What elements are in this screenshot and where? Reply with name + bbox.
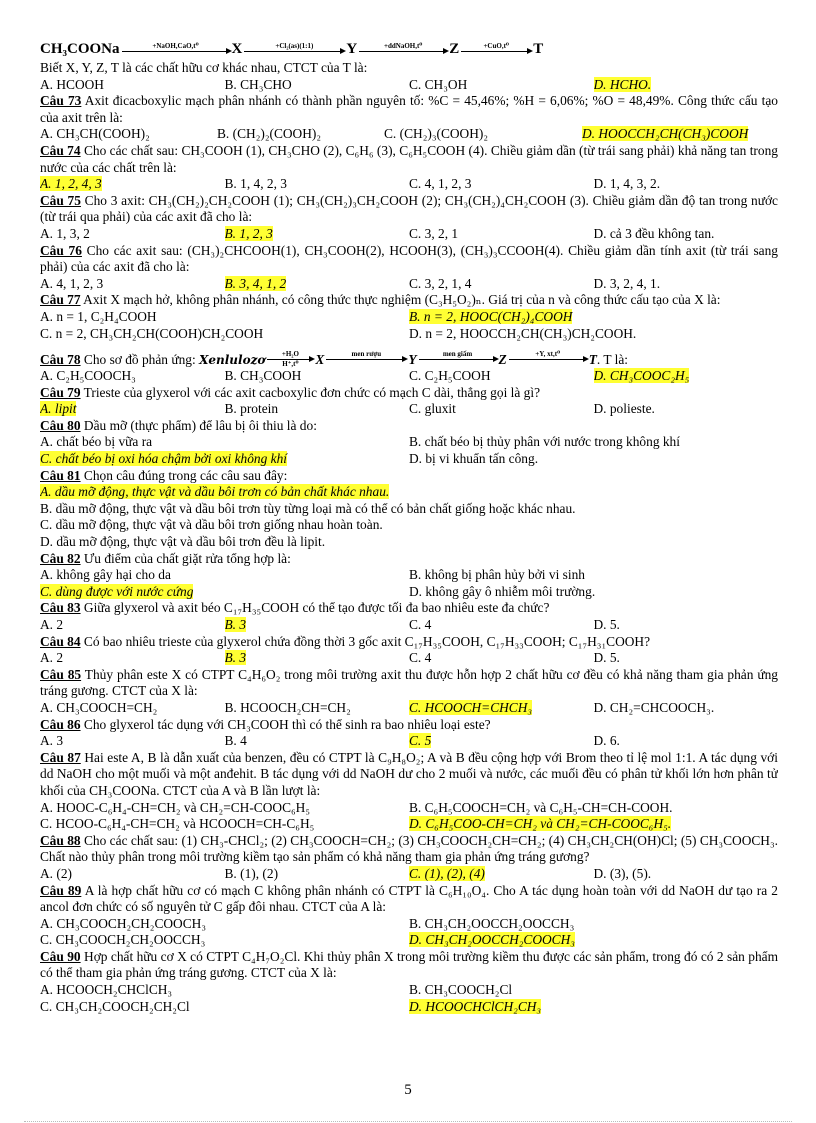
intro-text: Biết X, Y, Z, T là các chất hữu cơ khác nhau, CTCT của T là: xyxy=(40,60,368,75)
option: C. 3, 2, 1, 4 xyxy=(409,275,472,291)
option-answer: C. 5 xyxy=(409,733,432,749)
option: B. 1, 4, 2, 3 xyxy=(224,176,287,192)
options-row xyxy=(40,451,778,468)
option: C. 4 xyxy=(409,617,432,632)
question-number: Câu 73 xyxy=(40,93,82,109)
question-number: Câu 89 xyxy=(40,882,82,898)
option: C. CH₃OH xyxy=(409,76,468,92)
option: C. C₂H₅COOH xyxy=(409,368,491,384)
question-text: Cho 3 axit: CH₃(CH₂)₂CH₂COOH (1); CH₃(CH₂)₃CH₂COOH (2); CH₃(CH₂)₄CH₂COOH (3). Chiều giảm dần độ tan trong nước (từ trái qua phải) của các axit đã cho là: xyxy=(40,192,778,225)
option-answer: C. (1), (2), (4) xyxy=(409,865,485,881)
option: C. 4, 1, 2, 3 xyxy=(409,176,472,192)
option: C. (CH₂)₃(COOH)₂ xyxy=(384,126,489,142)
question-number: Câu 78 xyxy=(40,352,81,368)
reaction-arrow: +NaOH,CaO,t⁰ xyxy=(122,42,230,60)
reaction-arrow: +CuO,t⁰ xyxy=(461,42,531,60)
option: A. (2) xyxy=(40,865,72,881)
options-row xyxy=(40,733,778,750)
option: B. protein xyxy=(224,401,279,417)
reaction-arrow: men giấm xyxy=(419,350,497,368)
question-75 xyxy=(40,193,778,226)
scheme-t: T xyxy=(588,352,597,368)
question-79 xyxy=(40,385,778,402)
options-row xyxy=(40,77,778,94)
question-81 xyxy=(40,468,778,485)
option-answer: B. 3 xyxy=(224,617,247,632)
question-text: Axit X mạch hở, không phân nhánh, có công thức thực nghiệm (C₃H₅O₂)ₙ. Giá trị của n và công thức cấu tạo của X là: xyxy=(80,292,721,308)
option: A. n = 1, C₂H₄COOH xyxy=(40,308,157,324)
scheme-start: CH₃COONa xyxy=(40,41,120,57)
option-answer: D. HCOOCHClCH₂CH₃ xyxy=(409,998,542,1014)
option: B. CH₃COOCH₂Cl xyxy=(409,982,513,998)
option: A. 1, 3, 2 xyxy=(40,225,90,241)
question-number: Câu 86 xyxy=(40,716,81,732)
scheme-x: X xyxy=(231,41,243,57)
option-answer: D. HCHO. xyxy=(593,76,652,92)
reaction-arrow: +Y, xt,t⁰ xyxy=(509,350,587,368)
question-87 xyxy=(40,750,778,800)
scheme-z: Z xyxy=(449,41,460,57)
options-row xyxy=(40,584,778,601)
question-78 xyxy=(40,342,778,368)
question-82 xyxy=(40,551,778,568)
question-text: Dầu mỡ (thực phẩm) để lâu bị ôi thiu là do: xyxy=(80,417,317,433)
option: D. n = 2, HOOCCH₂CH(CH₃)CH₂COOH. xyxy=(409,325,637,341)
question-77 xyxy=(40,292,778,309)
document-page xyxy=(40,36,778,1015)
options-row xyxy=(40,800,778,817)
option: A. HOOC-C₆H₄-CH=CH₂ và CH₂=CH-COOC₆H₅ xyxy=(40,799,311,815)
options-row xyxy=(40,176,778,193)
option: D. 3, 2, 4, 1. xyxy=(593,275,661,291)
reaction-arrow: men rượu xyxy=(326,350,406,368)
option-answer: B. n = 2, HOOC(CH₂)₄COOH xyxy=(409,308,573,324)
option: D. bị vi khuẩn tấn công. xyxy=(409,451,539,467)
options-row xyxy=(40,126,778,143)
question-76 xyxy=(40,243,778,276)
scheme-z: Z xyxy=(498,352,507,368)
question-text: Hợp chất hữu cơ X có CTPT C₄H₇O₂Cl. Khi thủy phân X trong môi trường kiềm thu được các sản phẩm, trong đó có 2 sản phẩm có thể tham gia phản ứng tráng gương. CTCT của X là: xyxy=(40,948,778,981)
options-row xyxy=(40,226,778,243)
option-answer: C. HCOOCH=CHCH₃ xyxy=(409,699,533,715)
option-answer: B. 3, 4, 1, 2 xyxy=(224,275,287,291)
option: D. polieste. xyxy=(593,401,655,417)
scheme-start: Xenlulozơ xyxy=(199,353,266,368)
question-number: Câu 82 xyxy=(40,550,81,566)
options-row xyxy=(40,309,778,326)
option: C. n = 2, CH₃CH₂CH(COOH)CH₂COOH xyxy=(40,325,264,341)
option: B. CH₃CH₂OOCCH₂OOCCH₃ xyxy=(409,915,575,931)
options-row xyxy=(40,567,778,584)
question-text: Cho các chất sau: (1) CH₃-CHCl₂; (2) CH₃COOCH=CH₂; (3) CH₃COOCH₂CH=CH₂; (4) CH₃CH₂CH(OH)Cl; (5) CH₃COOCH₃. Chất nào thủy phân trong môi trường kiềm tạo sản phẩm có khả năng tham gia phản ứng tráng gương? xyxy=(40,832,778,865)
option: B. 4 xyxy=(224,733,247,749)
question-text: A là hợp chất hữu cơ có mạch C không phân nhánh có CTPT là C₆H₁₀O₄. Cho A tác dụng hoàn toàn với dd NaOH dư tạo ra 2 ancol đơn chức có số nguyên tử C gấp đôi nhau. CTCT của A là: xyxy=(40,882,778,915)
options-row xyxy=(40,816,778,833)
question-text: Cho các axit sau: (CH₃)₂CHCOOH(1), CH₃COOH(2), HCOOH(3), (CH₃)₃CCOOH(4). Chiều giảm dần tính axit (từ trái sang phải) của các axit đã cho là: xyxy=(40,242,778,275)
question-number: Câu 74 xyxy=(40,142,81,158)
option: B. C₆H₅COOCH=CH₂ và C₆H₅-CH=CH-COOH. xyxy=(409,799,673,815)
question-text: . T là: xyxy=(596,352,629,368)
reaction-arrow: +H₂O H⁺,t⁰ xyxy=(267,350,313,368)
option: C. 4 xyxy=(409,650,432,666)
question-number: Câu 75 xyxy=(40,192,81,208)
question-number: Câu 79 xyxy=(40,384,81,400)
scheme-t: T xyxy=(533,41,544,57)
option-answer: D. CH₃COOC₂H₅ xyxy=(593,368,690,384)
question-83 xyxy=(40,600,778,617)
question-90 xyxy=(40,949,778,982)
question-number: Câu 87 xyxy=(40,749,81,765)
question-text: Cho sơ đồ phản ứng: xyxy=(80,352,200,368)
option: A. 3 xyxy=(40,733,64,749)
reaction-arrow: +ddNaOH,t⁰ xyxy=(359,42,447,60)
option-answer: A. 1, 2, 4, 3 xyxy=(40,176,102,192)
question-88 xyxy=(40,833,778,866)
question-84 xyxy=(40,634,778,651)
question-number: Câu 90 xyxy=(40,948,81,964)
option: D. (3), (5). xyxy=(593,865,652,881)
options-row xyxy=(40,932,778,949)
options-row xyxy=(40,276,778,293)
option-answer: D. HOOCCH₂CH(CH₃)COOH xyxy=(582,126,749,142)
question-number: Câu 83 xyxy=(40,600,81,616)
option: D. 1, 4, 3, 2. xyxy=(593,176,661,192)
reaction-arrow: +Cl₂(as)(1:1) xyxy=(244,42,344,60)
option: B. CH₃CHO xyxy=(224,76,292,92)
option: D. 6. xyxy=(593,733,620,749)
option: A. 4, 1, 2, 3 xyxy=(40,275,104,291)
question-73 xyxy=(40,93,778,126)
option: A. HCOOCH₂CHClCH₃ xyxy=(40,982,173,998)
option: C. CH₃COOCH₂CH₂OOCCH₃ xyxy=(40,932,206,948)
question-text: Hai este A, B là dẫn xuất của benzen, đều có CTPT là C₉H₈O₂; A và B đều cộng hợp với Brom theo tỉ lệ mol 1:1. A tác dụng với dd NaOH cho một muối và một anđehit. B tác dụng với dd NaOH dư cho 2 muối và nước, các muối đều có phân tử khối lớn hơn phân tử khối của CH₃COONa. CTCT của A và B lần lượt là: xyxy=(40,749,778,798)
option: D. CH₂=CHCOOCH₃. xyxy=(593,699,715,715)
option: C. CH₃CH₂COOCH₂CH₂Cl xyxy=(40,998,190,1014)
option-answer: D. C₆H₅COO-CH=CH₂ và CH₂=CH-COOC₆H₅. xyxy=(409,816,672,832)
option-answer: A. dầu mỡ động, thực vật và dầu bôi trơn có bản chất khác nhau. xyxy=(40,484,390,500)
option: A. 2 xyxy=(40,617,64,632)
options-row xyxy=(40,617,778,634)
option: B. (1), (2) xyxy=(224,865,279,881)
page-number: 5 xyxy=(404,1082,412,1098)
question-number: Câu 76 xyxy=(40,242,82,258)
question-number: Câu 77 xyxy=(40,292,81,308)
question-89 xyxy=(40,883,778,916)
options-row xyxy=(40,434,778,451)
option-answer: C. chất béo bị oxi hóa chậm bởi oxi không khí xyxy=(40,451,288,467)
option: A. chất béo bị vữa ra xyxy=(40,434,153,450)
question-80 xyxy=(40,418,778,435)
question-number: Câu 81 xyxy=(40,467,81,483)
option: A. HCOOH xyxy=(40,76,104,92)
question-number: Câu 88 xyxy=(40,832,81,848)
reaction-scheme xyxy=(40,36,778,60)
option: A. không gây hại cho da xyxy=(40,567,171,583)
question-number: Câu 84 xyxy=(40,633,81,649)
option-answer: A. lipit xyxy=(40,401,77,417)
option: C. 3, 2, 1 xyxy=(409,225,459,241)
option: D. cả 3 đều không tan. xyxy=(593,225,715,241)
option: A. C₂H₅COOCH₃ xyxy=(40,368,136,384)
option: B. không bị phân hủy bởi vi sinh xyxy=(409,567,585,583)
options-row xyxy=(40,326,778,343)
question-text: Axit đicacboxylic mạch phân nhánh có thành phần nguyên tố: %C = 45,46%; %H = 6,06%; %O = 48,49%. Công thức cấu tạo của axit trên là: xyxy=(40,93,778,125)
question-85 xyxy=(40,667,778,700)
option: B. HCOOCH₂CH=CH₂ xyxy=(224,699,351,715)
question-text: Giữa glyxerol và axit béo C₁₇H₃₅COOH có thể tạo được tối đa bao nhiêu este đa chức? xyxy=(80,600,550,616)
option: D. 5. xyxy=(593,617,620,632)
option: B. (CH₂)₂(COOH)₂ xyxy=(217,126,322,142)
question-74 xyxy=(40,143,778,176)
options-row xyxy=(40,401,778,418)
option-answer: B. 3 xyxy=(224,650,247,666)
question-text: Thủy phân este X có CTPT C₄H₆O₂ trong môi trường axit thu được hỗn hợp 2 chất hữu cơ đều có khả năng tham gia phản ứng tráng gương. CTCT của X là: xyxy=(40,666,778,699)
option: B. CH₃COOH xyxy=(224,368,302,384)
option-answer: D. CH₃CH₂OOCCH₂COOCH₃ xyxy=(409,932,575,948)
option: B. dầu mỡ động, thực vật và dầu bôi trơn tùy từng loại mà có thể có bản chất giống hoặc khác nhau. xyxy=(40,500,576,516)
option: D. dầu mỡ động, thực vật và dầu bôi trơn đều là lipit. xyxy=(40,534,326,550)
options-row xyxy=(40,650,778,667)
option: D. không gây ô nhiễm môi trường. xyxy=(409,583,596,599)
scheme-y: Y xyxy=(408,352,417,368)
question-text: Cho các chất sau: CH₃COOH (1), CH₃CHO (2), C₆H₆ (3), C₆H₅COOH (4). Chiều giảm dần (từ trái sang phải) khả năng tan trong nước của các chất trên là: xyxy=(40,142,778,175)
footer-divider xyxy=(24,1121,792,1122)
option: A. CH₃COOCH₂CH₂COOCH₃ xyxy=(40,915,206,931)
option: A. 2 xyxy=(40,650,64,666)
question-text: Ưu điểm của chất giặt rửa tổng hợp là: xyxy=(80,550,291,566)
option: C. dầu mỡ động, thực vật và dầu bôi trơn giống nhau hoàn toàn. xyxy=(40,517,383,533)
question-text: Chọn câu đúng trong các câu sau đây: xyxy=(80,467,288,483)
option: D. 5. xyxy=(593,650,620,666)
options-row xyxy=(40,368,778,385)
options-row xyxy=(40,982,778,999)
option: A. CH₃COOCH=CH₂ xyxy=(40,699,158,715)
question-number: Câu 85 xyxy=(40,666,82,682)
options-row xyxy=(40,866,778,883)
question-text: Trieste của glyxerol với các axit cacboxylic đơn chức có mạch C dài, thẳng gọi là gì? xyxy=(80,384,541,400)
scheme-y: Y xyxy=(346,41,358,57)
option: A. CH₃CH(COOH)₂ xyxy=(40,126,150,142)
options-row xyxy=(40,999,778,1016)
option: C. gluxit xyxy=(409,401,456,417)
option-answer: B. 1, 2, 3 xyxy=(224,225,273,241)
question-text: Có bao nhiêu trieste của glyxerol chứa đồng thời 3 gốc axit C₁₇H₃₅COOH, C₁₇H₃₃COOH; C₁₇H₃₁COOH? xyxy=(80,633,651,649)
question-text: Cho glyxerol tác dụng với CH₃COOH thì có thể sinh ra bao nhiêu loại este? xyxy=(80,716,491,732)
option-answer: C. dùng được với nước cứng xyxy=(40,583,194,599)
option: C. HCOO-C₆H₄-CH=CH₂ và HCOOCH=CH-C₆H₅ xyxy=(40,816,315,832)
option: B. chất béo bị thủy phân với nước trong không khí xyxy=(409,434,680,450)
question-86 xyxy=(40,717,778,734)
options-row xyxy=(40,700,778,717)
question-number: Câu 80 xyxy=(40,417,81,433)
options-row xyxy=(40,916,778,933)
scheme-x: X xyxy=(315,352,325,368)
